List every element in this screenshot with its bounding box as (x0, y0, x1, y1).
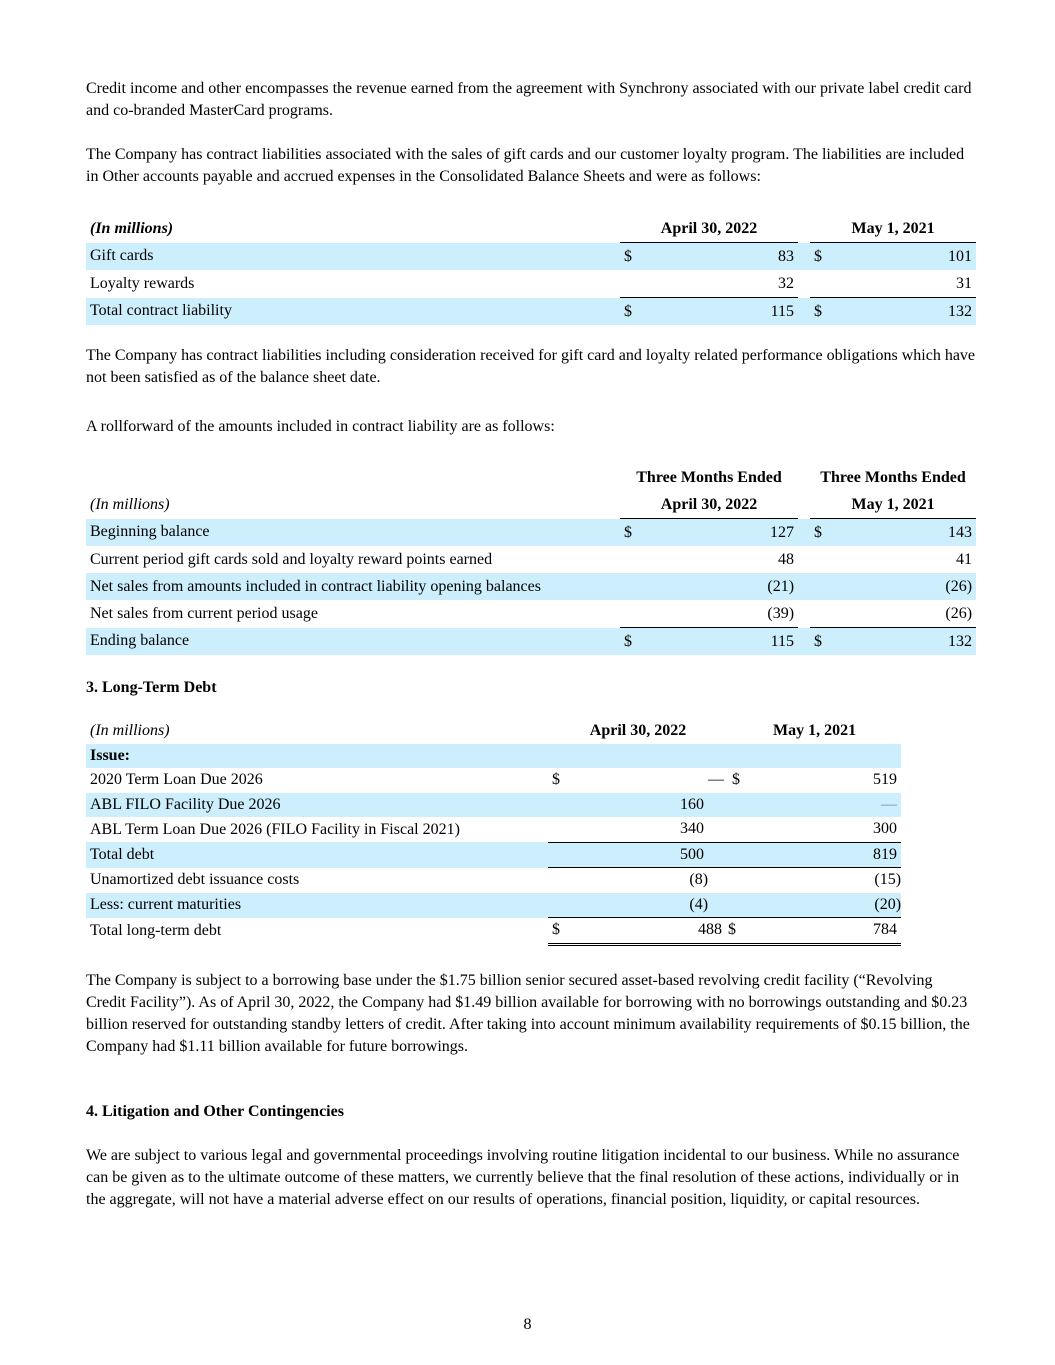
column-header-2022-line2: April 30, 2022 (620, 491, 798, 519)
table-row: Less: current maturities (4) (20) (86, 893, 901, 918)
table-row: Total long-term debt $ 488 $ 784 (86, 918, 901, 945)
column-header-2021-line1: Three Months Ended (820, 468, 966, 486)
section-heading-debt: 3. Long-Term Debt (86, 679, 217, 696)
long-term-debt-table (86, 719, 901, 946)
column-header-2022-line1: Three Months Ended (636, 468, 782, 486)
paragraph-consideration: The Company has contract liabilities including consideration received for gift card and loyalty related performance obligations which have not been satisfied as of the balance sheet date. (86, 347, 976, 386)
paragraph-litigation: We are subject to various legal and governmental proceedings involving routine litigation incidental to our business. While no assurance can be given as to the ultimate outcome of these matters, we currently believe that the final resolution of these actions, individually or in the aggregate, will not have a material adverse effect on our results of operations, financial position, liquidity, or capital resources. (86, 1146, 960, 1208)
rollforward-table (86, 464, 976, 655)
table-row: Loyalty rewards 32 31 (86, 270, 976, 298)
paragraph-borrowing-base: The Company is subject to a borrowing base under the $1.75 billion senior secured asset-based revolving credit facility (“Revolving Credit Facility”). As of April 30, 2022, the Company had $1.49 billion available for borrowing with no borrowings outstanding and $0.23 billion reserved for outstanding standby letters of credit. After taking into account minimum availability requirements of $0.15 billion, the Company had $1.11 billion available for future borrowings. (86, 971, 970, 1055)
page-number: 8 (523, 1316, 532, 1333)
section-heading-litigation: 4. Litigation and Other Contingencies (86, 1102, 344, 1120)
table-row: Gift cards $ 83 $ 101 (86, 243, 976, 271)
issue-label: Issue: (86, 744, 548, 769)
unit-label: (In millions) (90, 495, 170, 513)
paragraph-rollforward: A rollforward of the amounts included in contract liability are as follows: (86, 418, 555, 435)
column-header-2022: April 30, 2022 (589, 722, 687, 740)
table-row: 2020 Term Loan Due 2026 $ — $ 519 (90, 771, 898, 789)
table-row: Beginning balance $ 127 $ 143 (86, 519, 976, 547)
unit-label: (In millions) (90, 722, 170, 740)
table-row: Net sales from amounts included in contract liability opening balances (21) (26) (86, 573, 976, 600)
contract-liability-table (86, 215, 976, 325)
table-row: ABL FILO Facility Due 2026 160 — (86, 793, 901, 818)
column-header-2021: May 1, 2021 (810, 215, 976, 243)
table-row: Unamortized debt issuance costs (8) (15) (90, 871, 902, 889)
table-row: ABL Term Loan Due 2026 (FILO Facility in Fiscal 2021) 340 300 (86, 817, 901, 842)
document-page (86, 78, 976, 1211)
paragraph-contract-liabilities: The Company has contract liabilities associated with the sales of gift cards and our customer loyalty program. The liabilities are included in Other accounts payable and accrued expenses in the Consolidated Balance Sheets and were as follows: (86, 146, 965, 185)
table-row: Ending balance $ 115 $ 132 (86, 628, 976, 656)
table-row: Total contract liability $ 115 $ 132 (86, 298, 976, 326)
table-row (86, 744, 901, 769)
column-header-2022: April 30, 2022 (620, 215, 798, 243)
paragraph-credit-income: Credit income and other encompasses the revenue earned from the agreement with Synchrony associated with our private label credit card and co-branded MasterCard programs. (86, 80, 972, 119)
column-header-2021: May 1, 2021 (772, 722, 857, 740)
unit-label: (In millions) (90, 219, 174, 237)
column-header-2021-line2: May 1, 2021 (810, 491, 976, 519)
table-row: Current period gift cards sold and loyalty reward points earned 48 41 (90, 550, 973, 568)
table-row: Total debt 500 819 (86, 842, 901, 868)
table-row: Net sales from current period usage (39) (26) (86, 600, 976, 628)
